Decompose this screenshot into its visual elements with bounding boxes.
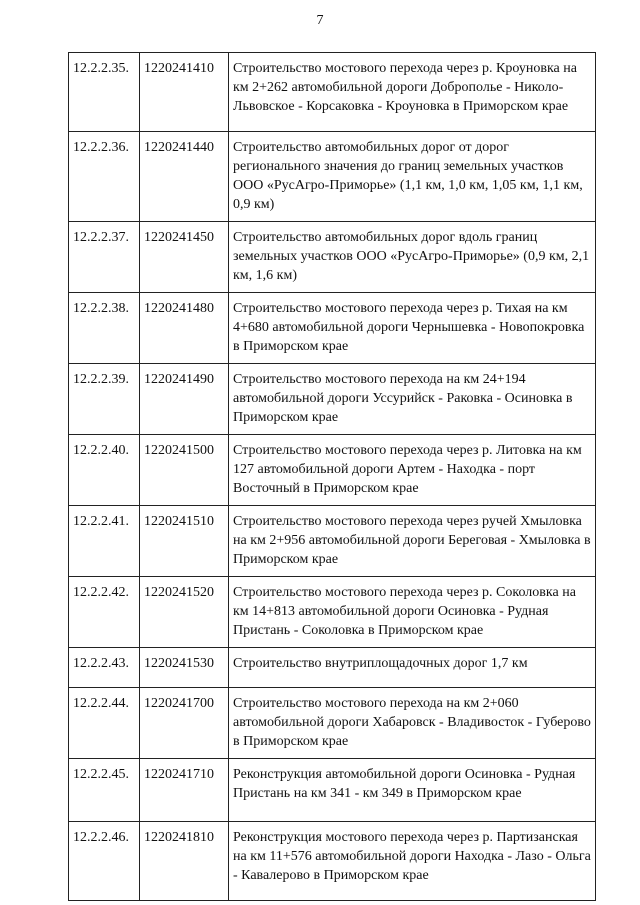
item-code: 1220241440 — [140, 132, 229, 222]
table-row — [69, 293, 596, 364]
item-description: Строительство автомобильных дорог вдоль границ земельных участков ООО «РусАгро-Приморье» (0,9 км, 2,1 км, 1,6 км) — [229, 222, 596, 293]
item-description: Строительство мостового перехода на км 24+194 автомобильной дороги Уссурийск - Раковка - Осиновка в Приморском крае — [229, 364, 596, 435]
item-number: 12.2.2.38. — [69, 293, 140, 364]
item-code: 1220241530 — [140, 648, 229, 688]
item-number: 12.2.2.44. — [69, 688, 140, 759]
item-number: 12.2.2.45. — [69, 759, 140, 822]
item-description: Реконструкция автомобильной дороги Осиновка - Рудная Пристань на км 341 - км 349 в Приморском крае — [229, 759, 596, 822]
item-description: Строительство внутриплощадочных дорог 1,7 км — [229, 648, 596, 688]
table-row — [69, 688, 596, 759]
item-number: 12.2.2.43. — [69, 648, 140, 688]
item-number: 12.2.2.41. — [69, 506, 140, 577]
item-description: Строительство мостового перехода через р. Литовка на км 127 автомобильной дороги Артем - Находка - порт Восточный в Приморском крае — [229, 435, 596, 506]
item-code: 1220241520 — [140, 577, 229, 648]
table-row — [69, 435, 596, 506]
item-number: 12.2.2.35. — [69, 53, 140, 132]
item-code: 1220241810 — [140, 822, 229, 901]
table-row — [69, 577, 596, 648]
document-table — [68, 52, 596, 901]
item-code: 1220241490 — [140, 364, 229, 435]
table-row — [69, 506, 596, 577]
table-row — [69, 648, 596, 688]
item-description: Строительство мостового перехода через р. Тихая на км 4+680 автомобильной дороги Чернышевка - Новопокровка в Приморском крае — [229, 293, 596, 364]
item-description: Строительство мостового перехода через р. Соколовка на км 14+813 автомобильной дороги Осиновка - Рудная Пристань - Соколовка в Приморском крае — [229, 577, 596, 648]
item-code: 1220241480 — [140, 293, 229, 364]
item-number: 12.2.2.40. — [69, 435, 140, 506]
table-row — [69, 132, 596, 222]
item-description: Строительство автомобильных дорог от дорог регионального значения до границ земельных участков ООО «РусАгро-Приморье» (1,1 км, 1,0 км, 1,05 км, 1,1 км, 0,9 км) — [229, 132, 596, 222]
table-row — [69, 759, 596, 822]
item-code: 1220241410 — [140, 53, 229, 132]
item-description: Строительство мостового перехода на км 2+060 автомобильной дороги Хабаровск - Владивосток - Губерово в Приморском крае — [229, 688, 596, 759]
item-code: 1220241450 — [140, 222, 229, 293]
item-number: 12.2.2.42. — [69, 577, 140, 648]
item-description: Строительство мостового перехода через р. Кроуновка на км 2+262 автомобильной дороги Доброполье - Николо-Львовское - Корсаковка - Кроуновка в Приморском крае — [229, 53, 596, 132]
table-row — [69, 364, 596, 435]
item-code: 1220241710 — [140, 759, 229, 822]
item-number: 12.2.2.36. — [69, 132, 140, 222]
item-description: Реконструкция мостового перехода через р. Партизанская на км 11+576 автомобильной дороги Находка - Лазо - Ольга - Кавалерово в Приморском крае — [229, 822, 596, 901]
item-number: 12.2.2.37. — [69, 222, 140, 293]
item-number: 12.2.2.39. — [69, 364, 140, 435]
item-code: 1220241510 — [140, 506, 229, 577]
item-number: 12.2.2.46. — [69, 822, 140, 901]
page-number: 7 — [316, 13, 324, 28]
item-code: 1220241500 — [140, 435, 229, 506]
item-code: 1220241700 — [140, 688, 229, 759]
table-row — [69, 822, 596, 901]
table-row — [69, 53, 596, 132]
item-description: Строительство мостового перехода через ручей Хмыловка на км 2+956 автомобильной дороги Береговая - Хмыловка в Приморском крае — [229, 506, 596, 577]
table-row — [69, 222, 596, 293]
